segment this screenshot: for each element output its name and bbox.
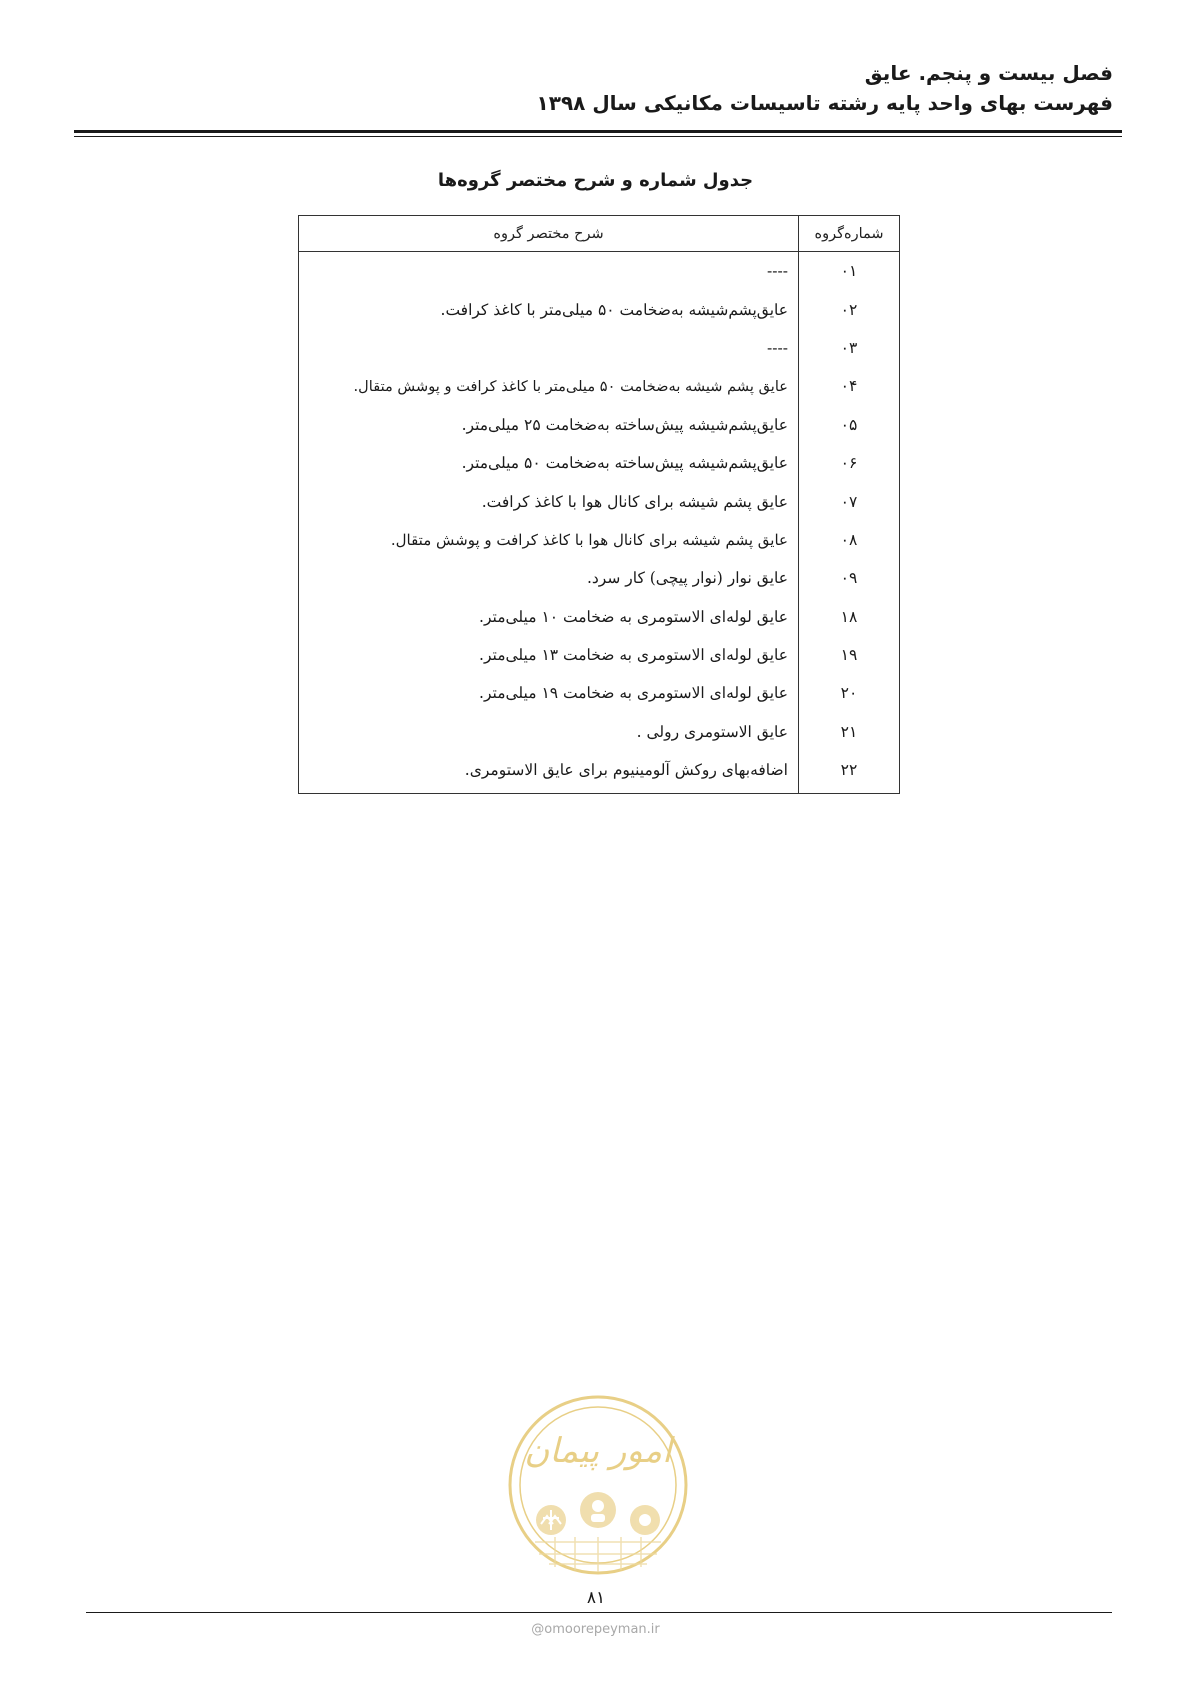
- table-row: [299, 559, 900, 597]
- table-row: [299, 751, 900, 794]
- group-description: ----: [299, 252, 799, 291]
- table-row: [299, 674, 900, 712]
- table-row: [299, 444, 900, 482]
- group-description: عایق‌پشم‌شیشه پیش‌ساخته به‌ضخامت ۵۰ میلی‌متر.: [299, 444, 799, 482]
- group-number: ۲۲: [799, 751, 900, 794]
- page-header: [73, 58, 1113, 118]
- group-description: عایق‌پشم‌شیشه پیش‌ساخته به‌ضخامت ۲۵ میلی‌متر.: [299, 406, 799, 444]
- group-number: ۰۹: [799, 559, 900, 597]
- header-rule-thin: [74, 136, 1122, 137]
- group-description: عایق‌پشم‌شیشه به‌ضخامت ۵۰ میلی‌متر با کاغذ کرافت.: [299, 290, 799, 328]
- table-row: [299, 521, 900, 559]
- table-row: [299, 482, 900, 520]
- table-row: [299, 252, 900, 291]
- table-row: [299, 290, 900, 328]
- group-number: ۰۲: [799, 290, 900, 328]
- table-title: جدول شماره و شرح مختصر گروه‌ها: [437, 170, 754, 191]
- group-number: ۱۸: [799, 598, 900, 636]
- group-number: ۲۰: [799, 674, 900, 712]
- group-description: عایق لوله‌ای الاستومری به ضخامت ۱۹ میلی‌متر.: [299, 674, 799, 712]
- table-row: [299, 406, 900, 444]
- page-number: ۸۱: [586, 1588, 606, 1608]
- watermark-logo: [505, 1392, 691, 1578]
- group-description: اضافه‌بهای روکش آلومینیوم برای عایق الاستومری.: [299, 751, 799, 794]
- group-description: عایق پشم شیشه برای کانال هوا با کاغذ کرافت.: [299, 482, 799, 520]
- table-row: [299, 636, 900, 674]
- group-description: عایق پشم شیشه برای کانال هوا با کاغذ کرافت و پوشش متقال.: [299, 521, 799, 559]
- watermark-logo-text: امور پیمان: [524, 1431, 672, 1471]
- group-description: عایق لوله‌ای الاستومری به ضخامت ۱۳ میلی‌متر.: [299, 636, 799, 674]
- table-header-row: [299, 216, 900, 252]
- group-description: عایق لوله‌ای الاستومری به ضخامت ۱۰ میلی‌متر.: [299, 598, 799, 636]
- groups-table: [298, 215, 900, 794]
- book-title: فهرست بهای واحد پایه رشته تاسیسات مکانیکی سال ۱۳۹۸: [536, 91, 1113, 115]
- group-number: ۰۵: [799, 406, 900, 444]
- table-row: [299, 367, 900, 405]
- table-row: [299, 329, 900, 367]
- table-row: [299, 713, 900, 751]
- group-description: عایق نوار (نوار پیچی) کار سرد.: [299, 559, 799, 597]
- group-number: ۰۴: [799, 367, 900, 405]
- chapter-title: فصل بیست و پنجم. عایق: [864, 61, 1113, 85]
- group-number: ۰۳: [799, 329, 900, 367]
- group-number: ۰۸: [799, 521, 900, 559]
- table-row: [299, 598, 900, 636]
- group-number: ۰۶: [799, 444, 900, 482]
- column-header-description: شرح مختصر گروه: [299, 216, 799, 252]
- group-number: ۰۱: [799, 252, 900, 291]
- group-description: عایق پشم شیشه به‌ضخامت ۵۰ میلی‌متر با کاغذ کرافت و پوشش متقال.: [299, 367, 799, 405]
- group-number: ۱۹: [799, 636, 900, 674]
- column-header-number: شماره‌گروه: [799, 216, 900, 252]
- website-watermark: @omoorepeyman.ir: [531, 1622, 660, 1637]
- header-rule-thick: [74, 130, 1122, 133]
- footer-rule: [86, 1612, 1112, 1613]
- group-description: ----: [299, 329, 799, 367]
- group-number: ۲۱: [799, 713, 900, 751]
- group-description: عایق الاستومری رولی .: [299, 713, 799, 751]
- group-number: ۰۷: [799, 482, 900, 520]
